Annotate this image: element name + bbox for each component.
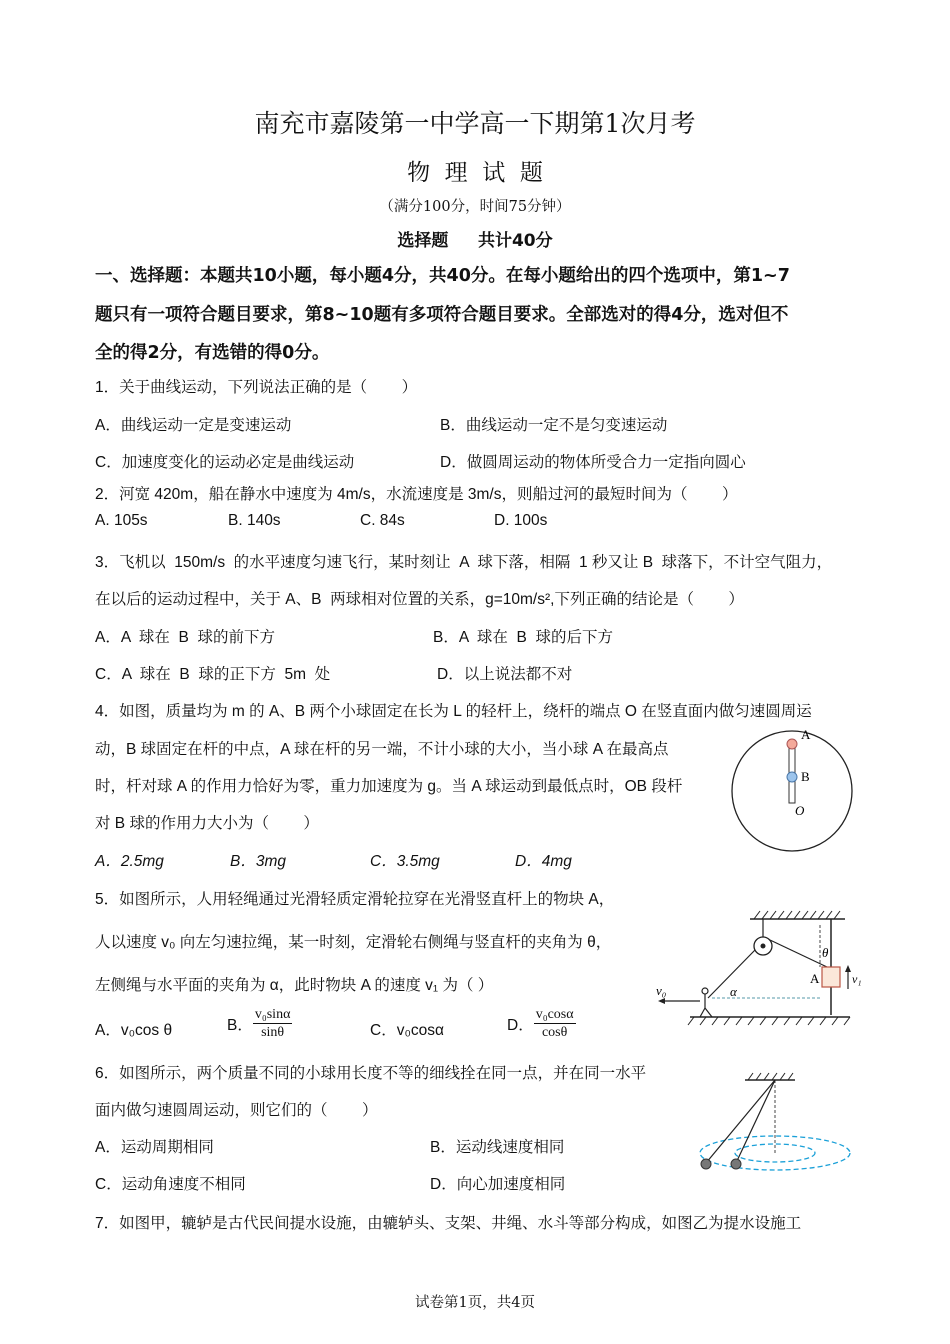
q5-option-b-denominator: sinθ: [261, 1025, 285, 1040]
q5-option-d: [507, 1006, 576, 1041]
q5-option-b-label: B．: [227, 1016, 253, 1034]
q4-ball-b: [787, 772, 797, 782]
q3-line2: 在以后的运动过程中，关于 A、B 两球相对位置的关系，g=10m/s²,下列正确的结论是（ ）: [95, 591, 744, 608]
q1-stem: 1．关于曲线运动，下列说法正确的是（ ）: [95, 379, 418, 396]
q5-option-a: A．v₀cos θ: [95, 1022, 173, 1039]
q6-option-a: A．运动周期相同: [95, 1139, 214, 1156]
q5-option-d-numerator: v₀cosα: [535, 1007, 574, 1022]
q2-option-d: D. 100s: [494, 512, 548, 529]
q5-person: [702, 988, 708, 994]
q4-ball-a: [787, 739, 797, 749]
q5-label-v1: v₁: [852, 972, 862, 986]
q5-option-b-numerator: v₀sinα: [254, 1007, 291, 1022]
q6-ball-2: [731, 1159, 741, 1169]
q5-line3: 左侧绳与水平面的夹角为 α，此时物块 A 的速度 v₁ 为（ ）: [95, 977, 494, 994]
q5-line2: 人以速度 v₀ 向左匀速拉绳，某一时刻，定滑轮右侧绳与竖直杆的夹角为 θ，: [95, 934, 612, 951]
q1-option-d: D．做圆周运动的物体所受合力一定指向圆心: [440, 454, 746, 471]
q2-stem: 2．河宽 420m，船在静水中速度为 4m/s，水流速度是 3m/s，则船过河的最短时间为（ ）: [95, 486, 738, 503]
section-instructions-line3: 全的得2分，有选错的得0分。: [95, 343, 330, 363]
q5-label-block: A: [810, 971, 820, 986]
q6-conical-pendulum-figure: [690, 1068, 860, 1188]
q7-line1: 7．如图甲，辘轳是古代民间提水设施，由辘轳头、支架、井绳、水斗等部分构成，如图乙为提水设施工: [95, 1215, 802, 1232]
q5-line1: 5．如图所示，人用轻绳通过光滑轻质定滑轮拉穿在光滑竖直杆上的物块 A，: [95, 891, 615, 908]
q5-option-b-fraction: [253, 1006, 293, 1041]
page-footer: 试卷第1页，共4页: [415, 1295, 535, 1311]
q6-option-b: B．运动线速度相同: [430, 1139, 565, 1156]
section-instructions-line1: 一、选择题：本题共10小题，每小题4分，共40分。在每小题给出的四个选项中，第1~7: [95, 266, 790, 286]
q4-line4: 对 B 球的作用力大小为（ ）: [95, 815, 319, 832]
q6-ball-1: [701, 1159, 711, 1169]
q5-label-theta: θ: [822, 945, 829, 960]
section-instructions-line2: 题只有一项符合题目要求，第8~10题有多项符合题目要求。全部选对的得4分，选对但不: [95, 305, 789, 325]
q6-option-c: C．运动角速度不相同: [95, 1176, 246, 1193]
subject-title: 物 理 试 题: [407, 160, 543, 186]
q3-option-a: A．A 球在 B 球的前下方: [95, 629, 275, 646]
q2-option-b: B. 140s: [228, 512, 281, 529]
q5-option-d-fraction: [534, 1006, 576, 1041]
q4-label-o: O: [795, 803, 805, 818]
q2-option-c: C. 84s: [360, 512, 405, 529]
q4-line3: 时，杆对球 A 的作用力恰好为零，重力加速度为 g。当 A 球运动到最低点时，OB 段杆: [95, 778, 683, 795]
q3-option-b: B．A 球在 B 球的后下方: [433, 629, 613, 646]
q4-option-a: A．2.5mg: [95, 853, 164, 870]
q4-circle-figure: [725, 725, 860, 855]
exam-info: （满分100分，时间75分钟）: [379, 199, 571, 215]
q6-line1: 6．如图所示，两个质量不同的小球用长度不等的细线拴在同一点，并在同一水平: [95, 1065, 647, 1082]
q5-option-c: C．v₀cosα: [370, 1022, 444, 1039]
q5-option-d-denominator: cosθ: [541, 1025, 568, 1040]
q1-option-c: C．加速度变化的运动必定是曲线运动: [95, 454, 355, 471]
q3-option-c: C．A 球在 B 球的正下方 5m 处: [95, 666, 331, 683]
q1-option-b: B．曲线运动一定不是匀变速运动: [440, 417, 668, 434]
q1-option-a: A．曲线运动一定是变速运动: [95, 417, 292, 434]
q3-line1: 3．飞机以 150m/s 的水平速度匀速飞行，某时刻让 A 球下落，相隔 1 秒又让 B 球落下，不计空气阻力，: [95, 554, 833, 571]
q3-option-d: D．以上说法都不对: [437, 666, 573, 683]
q5-pulley-figure: [650, 905, 870, 1030]
q4-option-c: C．3.5mg: [370, 853, 440, 870]
q6-option-d: D．向心加速度相同: [430, 1176, 566, 1193]
q6-line2: 面内做匀速圆周运动，则它们的（ ）: [95, 1102, 378, 1119]
q4-option-d: D．4mg: [515, 853, 572, 870]
exam-title: 南充市嘉陵第一中学高一下期第1次月考: [254, 109, 696, 138]
q5-option-d-label: D．: [507, 1016, 534, 1034]
q5-block-a: [822, 967, 840, 987]
q4-option-b: B．3mg: [230, 853, 286, 870]
q2-option-a: A. 105s: [95, 512, 148, 529]
section-heading: 选择题 共计40分: [397, 231, 553, 251]
q4-line2: 动，B 球固定在杆的中点，A 球在杆的另一端，不计小球的大小，当小球 A 在最高点: [95, 741, 669, 758]
q5-label-v0: v₀: [656, 983, 667, 998]
q4-label-a: A: [801, 727, 811, 742]
q4-line1: 4．如图，质量均为 m 的 A、B 两个小球固定在长为 L 的轻杆上，绕杆的端点 O 在竖直面内做匀速圆周运: [95, 703, 812, 720]
q5-option-b: [227, 1006, 292, 1041]
q5-label-alpha: α: [730, 984, 737, 999]
q4-label-b: B: [801, 769, 810, 784]
